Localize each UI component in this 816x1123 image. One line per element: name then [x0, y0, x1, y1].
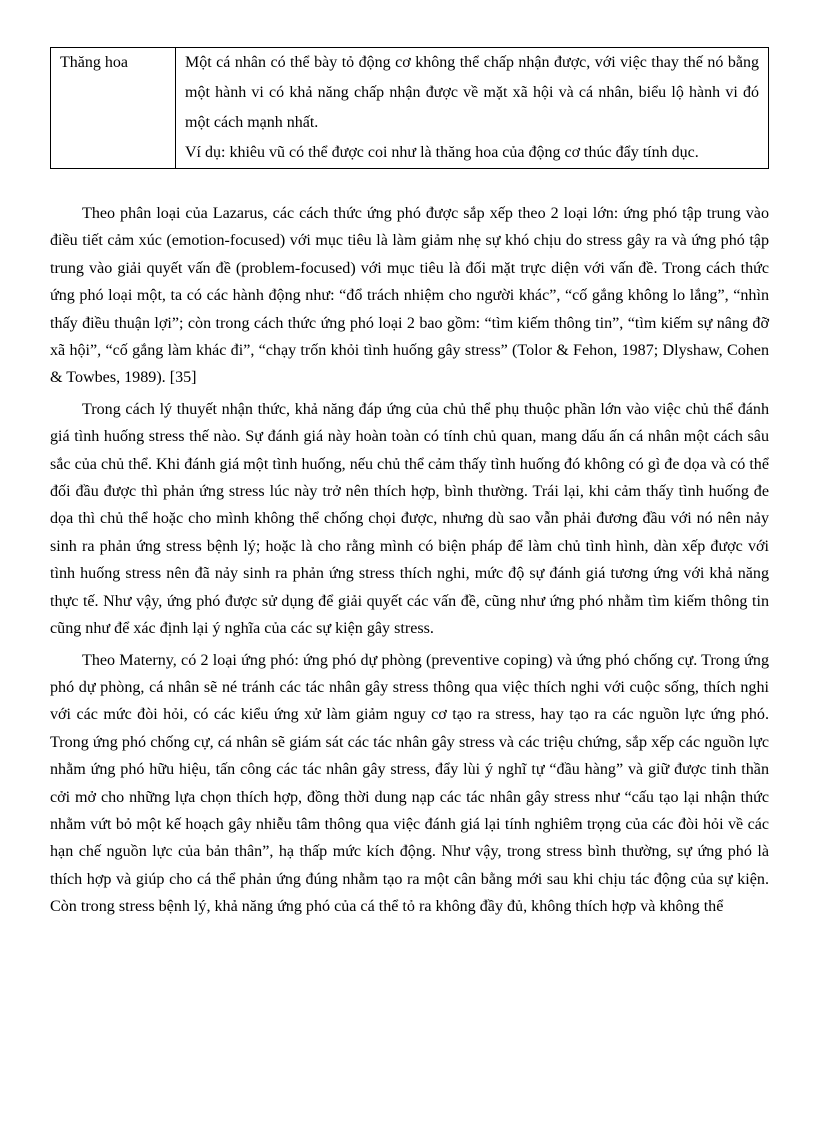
description-text: Một cá nhân có thể bày tỏ động cơ không thể chấp nhận được, với việc thay thế nó bằng một hành vi có khả năng chấp nhận được về mặt xã hội và cá nhân, biểu lộ hành vi đó một cách mạnh nhất. — [185, 54, 759, 131]
term-cell: Thăng hoa — [51, 48, 176, 169]
body-text — [50, 200, 769, 921]
description-cell — [176, 48, 769, 169]
paragraph-cognitive-theory: Trong cách lý thuyết nhận thức, khả năng đáp ứng của chủ thể phụ thuộc phần lớn vào việc chủ thể đánh giá tình huống stress thế nào. Sự đánh giá này hoàn toàn có tính chủ quan, mang dấu ấn cá nhân một cách sâu sắc của chủ thể. Khi đánh giá một tình huống, nếu chủ thể cảm thấy tình huống đó không có gì đe dọa và có thể đối đầu được thì phản ứng stress lúc này trở nên thích hợp, bình thường. Trái lại, khi cảm thấy tình huống đe dọa thì chủ thể hoặc cho mình không thể chống chọi được, nhưng dù sao vẫn phải đương đầu với nó nên nảy sinh ra phản ứng stress bệnh lý; hoặc là cho rằng mình có biện pháp để làm chủ tình hình, dàn xếp được với tình huống stress nên đã nảy sinh ra phản ứng stress thích nghi, mức độ sự đánh giá tương ứng với khả năng thực tế. Như vậy, ứng phó được sử dụng để giải quyết các vấn đề, cũng như ứng phó nhằm tìm kiếm thông tin cũng như để xác định lại ý nghĩa của các sự kiện gây stress. — [50, 400, 769, 638]
definition-table — [50, 47, 769, 169]
paragraph-materny: Theo Materny, có 2 loại ứng phó: ứng phó dự phòng (preventive coping) và ứng phó chống cự. Trong ứng phó dự phòng, cá nhân sẽ né tránh các tác nhân gây stress thông qua việc thích nghi với cuộc sống, thích nghi với các mức đòi hỏi, có các kiểu ứng xử làm giảm nguy cơ tạo ra stress, hay tạo ra các nguồn lực ứng phó. Trong ứng phó chống cự, cá nhân sẽ giám sát các tác nhân gây stress và các triệu chứng, sắp xếp các nguồn lực nhằm ứng phó hữu hiệu, tấn công các tác nhân gây stress, đẩy lùi ý nghĩ tự “đầu hàng” và giữ được tinh thần cởi mở cho những lựa chọn thích hợp, đồng thời dung nạp các tác nhân gây stress như “cấu tạo lại nhận thức nhằm vứt bỏ một kế hoạch gây nhiễu tâm thông qua việc đánh giá lại tính nghiêm trọng của các đòi hỏi về các hạn chế nguồn lực của bản thân”, hạ thấp mức kích động. Như vậy, trong stress bình thường, sự ứng phó là thích hợp và giúp cho cá thể phản ứng đúng nhằm tạo ra một cân bằng mới sau khi chịu tác động của sự kiện. Còn trong stress bệnh lý, khả năng ứng phó của cá thể tỏ ra không đầy đủ, không thích hợp và không thể — [50, 651, 769, 916]
paragraph-lazarus: Theo phân loại của Lazarus, các cách thức ứng phó được sắp xếp theo 2 loại lớn: ứng phó tập trung vào điều tiết cảm xúc (emotion-focused) với mục tiêu là làm giảm nhẹ sự khó chịu do stress gây ra và ứng phó tập trung vào giải quyết vấn đề (problem-focused) với mục tiêu là đối mặt trực diện với vấn đề. Trong cách thức ứng phó loại một, ta có các hành động như: “đổ trách nhiệm cho người khác”, “cố gắng không lo lắng”, “nhìn thấy điều thuận lợi”; còn trong cách thức ứng phó loại 2 bao gồm: “tìm kiếm thông tin”, “tìm kiếm sự nâng đỡ xã hội”, “cố gắng làm khác đi”, “chạy trốn khỏi tình huống gây stress” (Tolor & Fehon, 1987; Dlyshaw, Cohen & Towbes, 1989). [35] — [50, 205, 769, 387]
example-text: Ví dụ: khiêu vũ có thể được coi như là thăng hoa của động cơ thúc đẩy tính dục. — [185, 144, 699, 161]
table-row — [51, 48, 769, 169]
